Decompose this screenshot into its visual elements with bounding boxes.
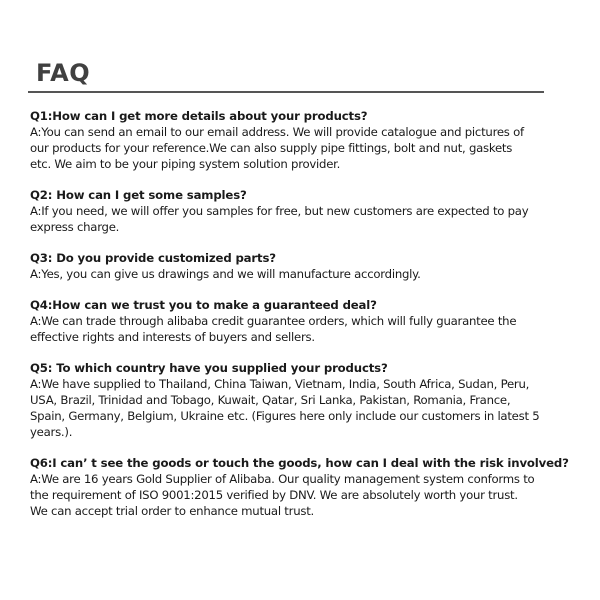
faq-answer [30,124,530,172]
faq-answer-line: A:We have supplied to Thailand, China Taiwan, Vietnam, India, South Africa, Sudan, Peru, [30,377,530,391]
faq-answer-line: A:We are 16 years Gold Supplier of Alibaba. Our quality management system conforms to [30,472,535,486]
faq-answer-line: express charge. [30,220,120,234]
faq-answer-line: etc. We aim to be your piping system solution provider. [30,157,341,171]
faq-answer-line: effective rights and interests of buyers and sellers. [30,330,315,344]
faq-question: Q2: How can I get some samples? [30,188,247,202]
faq-answer-line: A:We can trade through alibaba credit guarantee orders, which will fully guarantee the [30,314,517,328]
faq-list [30,108,569,534]
faq-answer-line: A:Yes, you can give us drawings and we will manufacture accordingly. [30,267,421,281]
faq-question: Q5: To which country have you supplied your products? [30,361,388,375]
faq-item-5 [30,360,540,440]
faq-item-2 [30,187,530,235]
faq-answer [30,203,530,235]
page-title: FAQ [36,59,91,87]
faq-answer [30,376,540,440]
faq-question: Q3: Do you provide customized parts? [30,251,276,265]
faq-answer-line: A:If you need, we will offer you samples for free, but new customers are expected to pay [30,204,529,218]
faq-answer-line: years.). [30,425,73,439]
faq-answer [30,471,535,519]
faq-question: Q6:I can’ t see the goods or touch the goods, how can I deal with the risk involved? [30,456,569,470]
faq-item-1 [30,108,530,172]
faq-answer [30,313,530,345]
faq-question: Q1:How can I get more details about your products? [30,109,368,123]
faq-item-6 [30,455,569,519]
faq-answer-line: Spain, Germany, Belgium, Ukraine etc. (Figures here only include our customers in latest 5 [30,409,540,423]
faq-item-3 [30,250,530,282]
faq-item-4 [30,297,530,345]
faq-answer-line: the requirement of ISO 9001:2015 verified by DNV. We are absolutely worth your trust. [30,488,518,502]
faq-answer-line: USA, Brazil, Trinidad and Tobago, Kuwait, Qatar, Sri Lanka, Pakistan, Romania, France, [30,393,511,407]
faq-question: Q4:How can we trust you to make a guaranteed deal? [30,298,377,312]
faq-answer-line: We can accept trial order to enhance mutual trust. [30,504,314,518]
faq-answer-line: our products for your reference.We can also supply pipe fittings, bolt and nut, gaskets [30,141,513,155]
faq-answer-line: A:You can send an email to our email address. We will provide catalogue and pictures of [30,125,524,139]
title-divider [28,91,544,93]
faq-answer [30,266,530,282]
